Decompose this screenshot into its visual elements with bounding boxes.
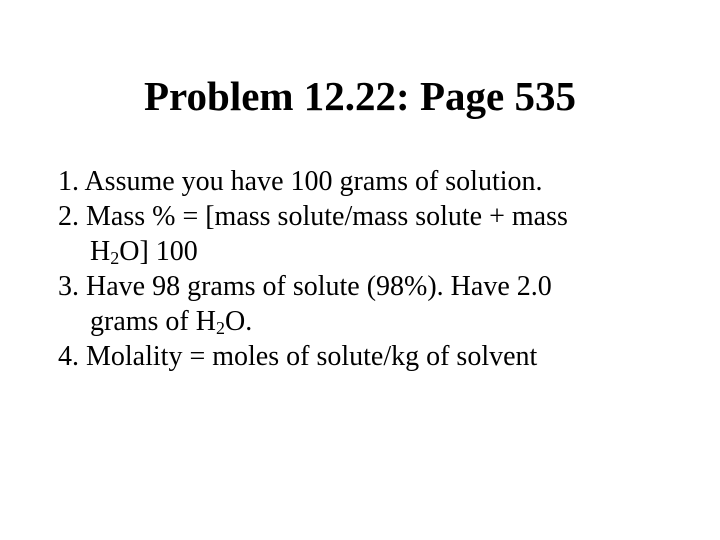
step-3-line-2-prefix: grams of H <box>90 306 216 337</box>
step-2-line-2 <box>58 234 678 269</box>
step-3-line-2 <box>58 304 678 339</box>
slide-title: Problem 12.22: Page 535 <box>144 73 576 119</box>
step-2-line-2-rest: O] 100 <box>119 236 198 267</box>
step-2-line-1: 2. Mass % = [mass solute/mass solute + mass <box>58 201 568 232</box>
step-4: 4. Molality = moles of solute/kg of solvent <box>58 341 538 372</box>
h2o-subscript: 2 <box>215 318 225 338</box>
step-3-line-2-rest: O. <box>224 306 253 337</box>
problem-steps-list <box>58 164 678 374</box>
step-1: 1. Assume you have 100 grams of solution. <box>58 166 543 197</box>
step-3-line-1: 3. Have 98 grams of solute (98%). Have 2.0 <box>58 271 552 302</box>
h2o-subscript: 2 <box>110 248 120 268</box>
h2o-h: H <box>90 236 111 267</box>
